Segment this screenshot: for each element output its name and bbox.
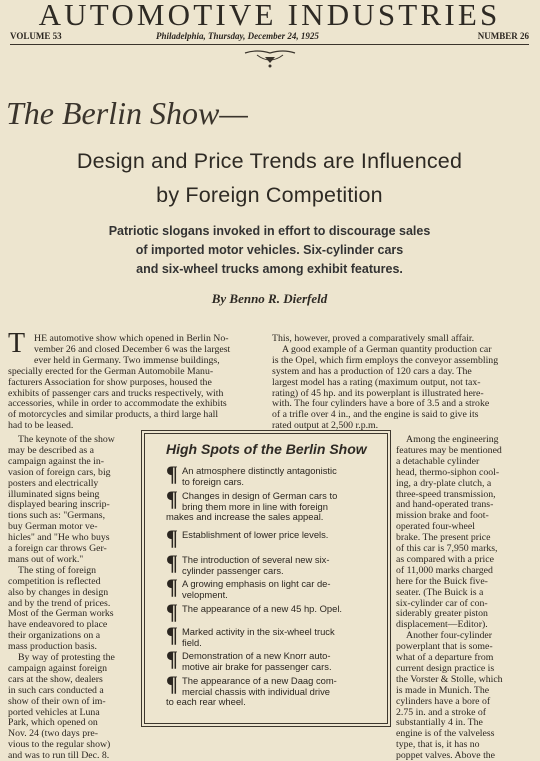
text-line: poppet valves. Above the (396, 750, 496, 761)
text-line: siderably greater piston (396, 608, 488, 620)
text-line: competition is reflected (8, 575, 101, 587)
text-line: Nov. 24 (two days pre- (8, 728, 98, 740)
text-line: hicles" and "He who buys (8, 532, 110, 544)
pilcrow-icon: ¶ (166, 461, 178, 486)
headline-line-1: Design and Price Trends are Influenced (76, 149, 463, 173)
volume-label: VOLUME 53 (10, 31, 62, 41)
text-line: campaign against the in- (8, 455, 105, 467)
highlight-item-line: motive air brake for passenger cars. (182, 660, 332, 672)
byline: By Benno R. Dierfeld (211, 291, 328, 306)
highlight-item-line: Demonstration of a new Knorr auto- (182, 650, 331, 661)
text-line: and by the trend of prices. (8, 597, 111, 609)
headline-line-2: by Foreign Competition (156, 183, 383, 207)
text-line: of a trifle over 4 in., and the engine is said to give its (272, 409, 479, 421)
text-line: By way of protesting the (18, 652, 115, 663)
text-line: vasion of foreign cars, big (8, 466, 111, 478)
highlight-item-line: to foreign cars. (182, 475, 245, 487)
pilcrow-icon: ¶ (166, 550, 178, 575)
text-line: Among the engineering (406, 434, 499, 445)
text-line: vious to the regular show) (8, 739, 111, 751)
text-line: their organizations on a (8, 630, 101, 642)
highlights-box-title: High Spots of the Berlin Show (166, 441, 367, 457)
text-line: buy German motor ve- (8, 521, 98, 533)
text-line: with. The four cylinders have a bore of 3.5 and a stroke (272, 398, 490, 410)
issue-number: NUMBER 26 (477, 31, 529, 41)
text-line: A good example of a German quantity production car (282, 343, 492, 355)
text-line: ever held in Germany. Two immense buildings, (34, 354, 220, 366)
text-line: Most of the German works (8, 608, 114, 620)
text-line: also by changes in design (8, 586, 109, 598)
text-line: is the Opel, which firm employs the conveyor assembling (272, 354, 499, 366)
highlight-item-line: A growing emphasis on light car de- (182, 578, 331, 589)
text-line: Park, which opened on (8, 717, 98, 729)
drop-cap: T (8, 328, 26, 359)
text-line: rated output at 2,500 r.p.m. (272, 420, 379, 432)
highlight-item-line: An atmosphere distinctly antagonistic (182, 465, 337, 476)
text-line: operated four-wheel (396, 521, 475, 533)
highlight-item-line: Marked activity in the six-wheel truck (182, 626, 335, 637)
text-line: accessories, while in order to accommodate the exhibits (8, 398, 227, 410)
highlight-item-line: makes and increase the sales appeal. (166, 511, 324, 522)
text-line: largest model has a rating (maximum output, not tax- (272, 376, 481, 388)
text-line: head, thermo-siphon cool- (396, 466, 500, 478)
text-line: The keynote of the show (18, 434, 115, 445)
text-line: engine is of the valveless (396, 728, 495, 740)
text-line: exhibits of passenger cars and trucks respectively, with (8, 387, 224, 399)
text-line: facturers Association for show purposes, housed the (8, 376, 212, 388)
text-line: ing, a dry-plate clutch, a (396, 477, 492, 489)
text-line: cars at the show, dealers (8, 673, 103, 685)
text-line: in such cars conducted a (8, 684, 104, 696)
text-line: features may be mentioned (396, 444, 502, 456)
text-line: displacement—Editor). (396, 619, 488, 631)
text-line: and was to run till Dec. 8. (8, 750, 110, 761)
text-line: The sting of foreign (18, 564, 97, 576)
text-line: Another four-cylinder (406, 630, 493, 642)
highlight-item-line: field. (182, 636, 202, 648)
text-line: of motorcycles and similar products, a third large hall (8, 409, 219, 421)
text-line: of this car is 7,950 marks, (396, 543, 498, 554)
pilcrow-icon: ¶ (166, 486, 178, 511)
text-line: illuminated signs being (8, 488, 100, 500)
deck-line-3: and six-wheel trucks among exhibit features. (136, 262, 403, 276)
text-line: mass production basis. (8, 641, 97, 653)
highlight-item-line: Changes in design of German cars to (182, 490, 338, 501)
text-line: ported vehicles at Luna (8, 706, 100, 718)
masthead-title: AUTOMOTIVE INDUSTRIES (38, 0, 501, 32)
highlight-item-line: The appearance of a new Daag com- (182, 675, 337, 686)
highlight-item-line: velopment. (182, 588, 228, 600)
deck-line-2: of imported motor vehicles. Six-cylinder cars (135, 243, 404, 257)
text-line: of 11,000 marks charged (396, 564, 493, 576)
highlight-item-line: Establishment of lower price levels. (182, 529, 329, 540)
pilcrow-icon: ¶ (166, 622, 178, 647)
text-line: type, that is, it has no (396, 739, 480, 751)
text-line: campaign against foreign (8, 662, 108, 674)
pilcrow-icon: ¶ (166, 599, 178, 624)
highlight-item-line: mercial chassis with individual drive (182, 685, 330, 697)
text-line: here for the Buick five- (396, 575, 488, 587)
text-line: have endeavored to place (8, 619, 108, 631)
text-line: rating) of 45 hp. and its powerplant is illustrated here- (272, 387, 484, 399)
pilcrow-icon: ¶ (166, 525, 178, 550)
text-line: what of a departure from (396, 652, 494, 663)
flourish-ornament-icon (243, 47, 297, 69)
text-line: is made in Munich. The (396, 684, 490, 696)
highlight-item-line: The introduction of several new six- (182, 554, 330, 565)
text-line: HE automotive show which opened in Berlin No- (34, 333, 229, 344)
highlight-item-line: to each rear wheel. (166, 696, 246, 707)
text-line: cylinders have a bore of (396, 695, 491, 707)
highlight-item-line: bring them more in line with foreign (182, 500, 328, 512)
text-line: and hand-operated trans- (396, 499, 494, 511)
text-line: may be described as a (8, 444, 94, 456)
pilcrow-icon: ¶ (166, 671, 178, 696)
text-line: vember 26 and closed December 6 was the largest (34, 343, 231, 355)
pilcrow-icon: ¶ (166, 574, 178, 599)
text-line: substantially 4 in. The (396, 717, 483, 729)
text-line: seater. (The Buick is a (396, 586, 484, 598)
text-line: system and has a production of 120 cars a day. The (272, 365, 472, 377)
pilcrow-icon: ¶ (166, 646, 178, 671)
deck-line-1: Patriotic slogans invoked in effort to discourage sales (108, 224, 431, 238)
text-line: mans out of work." (8, 553, 84, 565)
article-kicker: The Berlin Show— (6, 95, 248, 131)
text-line: six-cylinder car of con- (396, 597, 488, 609)
text-line: the Vorster & Stolle, which (396, 673, 503, 685)
text-line: displayed bearing inscrip- (8, 499, 110, 511)
text-line: specially erected for the German Automobile Manu- (8, 365, 214, 377)
text-line: 2.75 in. and a stroke of (396, 706, 487, 718)
text-line: powerplant that is some- (396, 641, 493, 653)
highlight-item-line: cylinder passenger cars. (182, 564, 284, 576)
text-line: had to be leased. (8, 420, 74, 432)
masthead-rule (10, 44, 529, 45)
text-line: current design practice is (396, 662, 495, 674)
text-line: show of their own of im- (8, 695, 106, 707)
text-line: three-speed transmission, (396, 488, 496, 500)
text-line: as compared with a price (396, 553, 494, 565)
text-line: mission brake and foot- (396, 510, 489, 522)
text-line: tions such as: "Germans, (8, 510, 106, 522)
text-line: brake. The present price (396, 532, 491, 544)
text-line: a foreign car throws Ger- (8, 543, 107, 554)
highlight-item-line: The appearance of a new 45 hp. Opel. (182, 603, 343, 614)
text-line: This, however, proved a comparatively small affair. (272, 333, 475, 344)
dateline: Philadelphia, Thursday, December 24, 1925 (156, 31, 319, 41)
text-line: posters and electrically (8, 477, 99, 489)
text-line: a detachable cylinder (396, 455, 480, 467)
